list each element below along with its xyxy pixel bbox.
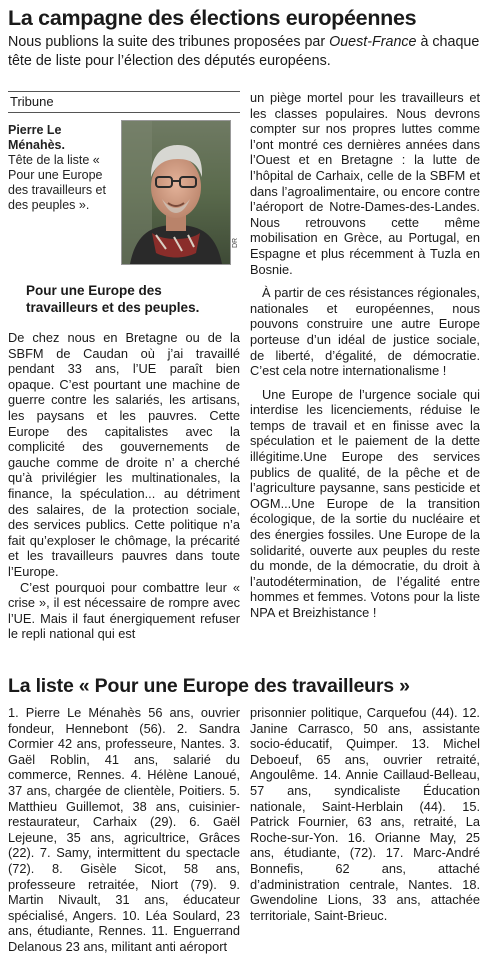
article-paragraph: De chez nous en Bretagne ou de la SBFM de Caudan où j’ai travaillé pendant 33 ans, l’UE paraît bien opaque. C’est pourtant une machine de guerre contre les salariés, les artisans, les paysans et les pauvres. Cette Europe des capitalistes avec la complicité des gouvernements de gauche comme de droite n’ a cherché qu’à privilégier les multinationales, la finance, la spéculation... au détriment des salaires, de la protection sociale, des services publics. Cette politique n’a fait qu’exploser le chômage, la précarité et les travailleurs pauvres dans toute l’Europe.	[8, 330, 240, 579]
candidate-list-right-column	[250, 705, 480, 923]
candidate-list-text: 1. Pierre Le Ménahès 56 ans, ouvrier fondeur, Hennebont (56). 2. Sandra Cormier 42 ans, professeure, Nantes. 3. Gaël Roblin, 41 ans, salarié du commerce, Rennes. 4. Hélène Lanoué, 37 ans, chargée de clientèle, Poitiers. 5. Matthieu Guillemot, 38 ans, cuisinier-restaurateur, Carhaix (29). 6. Gaël Lejeune, 35 ans, agricultrice, Grâces (22). 7. Samy, intermittent du spectacle (72). 8. Gisèle Sicot, 58 ans, professeure retraitée, Niort (79). 9. Martin Nivault, 31 ans, éducateur spécialisé, Angers. 10. Léa Soulard, 23 ans, étudiante, Rennes. 11. Enguerrand Delanous 23 ans, militant anti aéroport	[8, 705, 240, 954]
article-paragraph: C’est pourquoi pour combattre leur « crise », il est nécessaire de rompre avec l’UE. Mais il faut énergiquement refuser le repli national qui est	[8, 579, 240, 642]
article-paragraph: un piège mortel pour les travailleurs et les classes populaires. Nous devrons compter sur nos propres luttes comme l’ont montré ces dernières années dans l’Ouest et en Bretagne : la lutte de l’hôpital de Carhaix, celle de la SBFM et dans l’agroalimentaire, ou encore contre l’aéroport de Notre-Dames-des-Landes. Nous retrouvons cette même mobilisation en Grèce, au Portugal, en Espagne et plus récemment à Tuzla en Bosnie.	[250, 90, 480, 277]
author-name: Pierre Le Ménahès.	[8, 123, 65, 152]
author-block	[8, 123, 118, 213]
intro-paragraph	[8, 33, 480, 71]
article-subhead: Pour une Europe des travailleurs et des peuples.	[26, 283, 200, 315]
headline: La campagne des élections européennes	[8, 6, 417, 30]
portrait-illustration	[122, 121, 230, 264]
photo-credit: DR	[232, 237, 239, 248]
article-paragraph: À partir de ces résistances régionales, nationales et européennes, nous pouvons construire une autre Europe porteuse d’un idéal de justice sociale, de liberté, d’égalité, de démocratie. C’est cela notre internationalisme !	[250, 285, 480, 379]
article-paragraph: Une Europe de l’urgence sociale qui interdise les licenciements, réduise le temps de travail et en finisse avec la spéculation et le paiement de la dette illégitime.Une Europe des services publics de qualité, de la pêche et de l’agriculture paysanne, sans pesticide et OGM...Une Europe de la transition écologique, de la sortie du nucléaire et des énergies fossiles. Une Europe de la solidarité, ouverte aux peuples du reste du monde, de la démocratie, du droit à l’autodétermination, de l’égalité entre hommes et femmes. Votons pour la liste NPA et Breizhistance !	[250, 386, 480, 620]
intro-text-after: à chaque tête de liste pour l’élection des députés européens.	[8, 34, 480, 69]
intro-source: Ouest-France	[329, 34, 417, 50]
author-photo	[121, 120, 231, 265]
article-body-right-column	[250, 90, 480, 621]
intro-text-before: Nous publions la suite des tribunes proposées par	[8, 34, 330, 50]
candidate-list-title: La liste « Pour une Europe des travailleurs »	[8, 675, 410, 697]
article-body-left-column	[8, 330, 240, 642]
candidate-list-text: prisonnier politique, Carquefou (44). 12. Janine Carrasco, 50 ans, assistante socio-éducatif, Quimper. 13. Michel Deboeuf, 65 ans, ouvrier retraité, Angoulême. 14. Annie Caillaud-Belleau, 57 ans, syndicaliste Éducation nationale, Saint-Herblain (44). 15. Patrick Fournier, 63 ans, retraité, La Roche-sur-Yon. 16. Orianne May, 25 ans, étudiante, (72). 17. Marc-André Bonnefis, 62 ans, attaché d’administration centrale, Nantes. 18. Gwendoline Lions, 33 ans, attachée territoriale, Saint-Brieuc.	[250, 705, 480, 923]
candidate-list-left-column	[8, 705, 240, 955]
author-description: Tête de la liste « Pour une Europe des travailleurs et des peuples ».	[8, 153, 106, 212]
section-label: Tribune	[8, 91, 240, 113]
